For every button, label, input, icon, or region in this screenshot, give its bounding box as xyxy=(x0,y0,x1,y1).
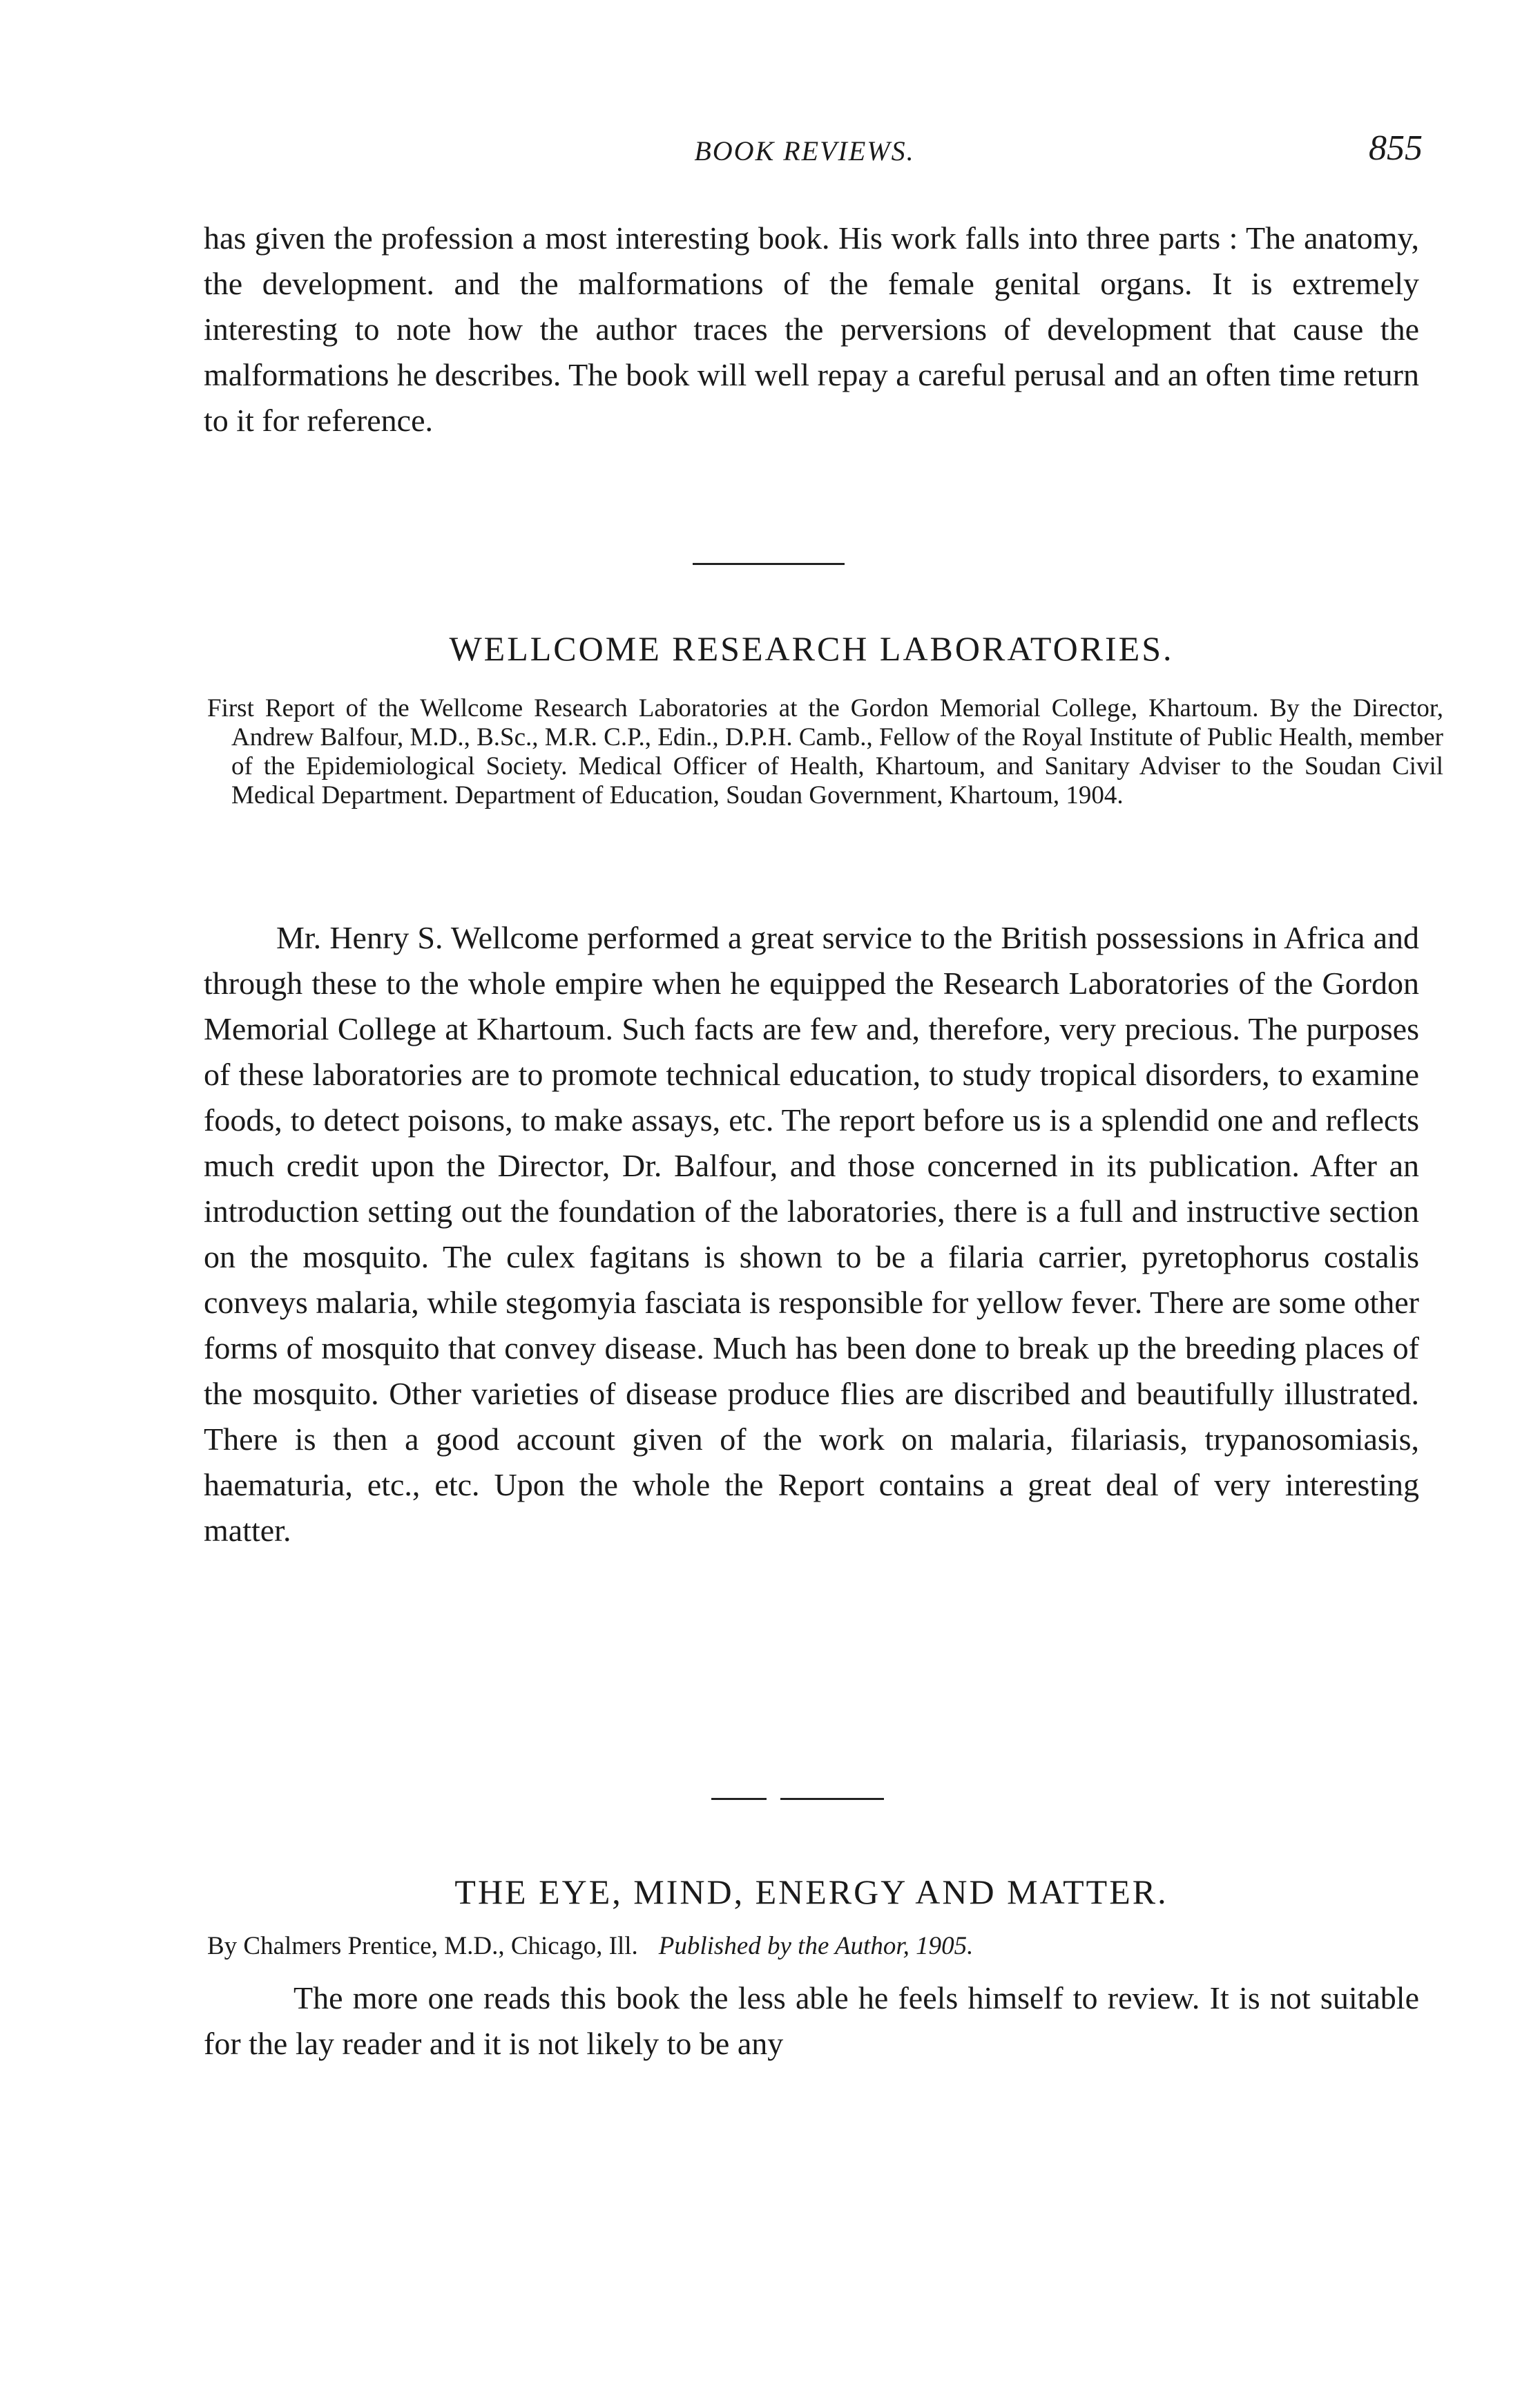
section-divider-right xyxy=(780,1798,884,1800)
page-number: 855 xyxy=(1369,128,1423,168)
wellcome-review-body: Mr. Henry S. Wellcome performed a great service to the British possessions in Africa and through these to the whole empire when he equipped the Research Laboratories of the Gordon Memorial College at Khartoum. Such facts are few and, therefore, very precious. The purposes of these laboratories are to promote technical education, to study tropical disorders, to examine foods, to detect poisons, to make assays, etc. The report before us is a splendid one and reflects much credit upon the Director, Dr. Balfour, and those concerned in its publication. After an introduction setting out the foundation of the laboratories, there is a full and instructive section on the mosquito. The culex fagitans is shown to be a filaria carrier, pyretophorus costalis conveys malaria, while stegomyia fasciata is responsible for yellow fever. There are some other forms of mosquito that convey disease. Much has been done to break up the breeding places of the mosquito. Other varieties of disease produce flies are discribed and beautifully illustrated. There is then a good account given of the work on malaria, filariasis, trypanosomiasis, haematuria, etc., etc. Upon the whole the Report contains a great deal of very interesting matter. xyxy=(204,920,1419,1548)
section-divider-left xyxy=(711,1798,767,1800)
wellcome-review-heading: WELLCOME RESEARCH LABORATORIES. xyxy=(449,629,1174,668)
eye-review-heading: THE EYE, MIND, ENERGY AND MATTER. xyxy=(454,1872,1168,1911)
byline-publisher: Published by the Author, 1905. xyxy=(658,1932,974,1960)
running-title: BOOK REVIEWS. xyxy=(694,135,915,166)
eye-review-body: The more one reads this book the less able he feels himself to review. It is not suitable for the lay reader and it is not likely to be any xyxy=(204,1980,1419,2061)
section-divider xyxy=(693,563,845,565)
eye-review-byline xyxy=(207,1931,1419,1961)
byline-author: By Chalmers Prentice, M.D., Chicago, Ill. xyxy=(207,1932,638,1960)
wellcome-citation: First Report of the Wellcome Research Laboratories at the Gordon Memorial College, Khartoum. By the Director, Andrew Balfour, M.D., B.Sc., M.R. C.P., Edin., D.P.H. Camb., Fellow of the Royal Institute of Public Health, member of the Epidemiological Society. Medical Officer of Health, Khartoum, and Sanitary Adviser to the Soudan Civil Medical Department. Department of Education, Soudan Government, Khartoum, 1904. xyxy=(207,694,1443,810)
continued-review-text: has given the profession a most interesting book. His work falls into three parts : The anatomy, the development. and the malformations of the female genital organs. It is extremely interesting to note how the author traces the perversions of development that cause the malformations he describes. The book will well repay a careful perusal and an often time return to it for reference. xyxy=(204,220,1419,438)
running-head xyxy=(186,128,1423,176)
